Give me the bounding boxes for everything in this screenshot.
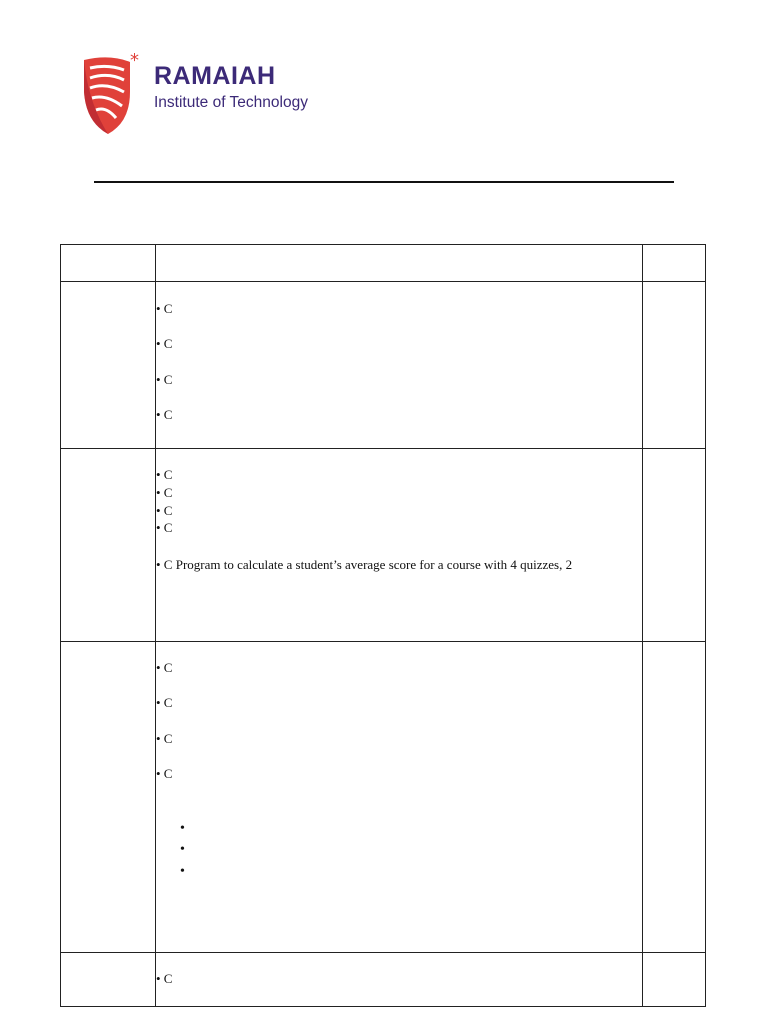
content-table: [60, 244, 706, 1007]
table-header-row: [61, 245, 706, 282]
list-item: • C: [156, 407, 173, 422]
svg-text:*: *: [130, 52, 139, 71]
row-label-cell: [61, 282, 156, 449]
list-item: • C Program to calculate a student’s average score for a course with 4 quizzes, 2: [156, 557, 573, 572]
sub-bullet: •: [180, 864, 185, 879]
row-content-cell: [156, 953, 643, 1007]
table-row: [61, 282, 706, 449]
list-item: • C: [156, 766, 173, 781]
list-item: • C: [156, 301, 173, 316]
table-row: [61, 953, 706, 1007]
list-item: • C: [156, 971, 173, 986]
row-content-cell: [156, 449, 643, 642]
row-label-cell: [61, 642, 156, 953]
list-item: • C: [156, 660, 173, 675]
brand-subtitle: Institute of Technology: [154, 94, 308, 111]
list-item: • C: [156, 503, 173, 518]
header-cell-1: [61, 245, 156, 282]
list-item: • C: [156, 695, 173, 710]
brand-name: RAMAIAH: [154, 62, 276, 90]
shield-emblem-icon: [80, 52, 144, 136]
row-marks-cell: [643, 642, 706, 953]
list-item: • C: [156, 731, 173, 746]
list-item: • C: [156, 372, 173, 387]
sub-bullet: •: [180, 821, 185, 836]
institute-logo: [80, 52, 350, 136]
list-item: • C: [156, 336, 173, 351]
header-cell-3: [643, 245, 706, 282]
sub-bullet: •: [180, 842, 185, 857]
header-cell-2: [156, 245, 643, 282]
row-label-cell: [61, 953, 156, 1007]
list-item: • C: [156, 485, 173, 500]
row-content-cell: [156, 642, 643, 953]
row-marks-cell: [643, 282, 706, 449]
row-label-cell: [61, 449, 156, 642]
table-row: [61, 642, 706, 953]
row-content-cell: [156, 282, 643, 449]
table-row: [61, 449, 706, 642]
list-item: • C: [156, 467, 173, 482]
row-marks-cell: [643, 449, 706, 642]
header-divider: [94, 181, 674, 183]
list-item: • C: [156, 520, 173, 535]
row-marks-cell: [643, 953, 706, 1007]
